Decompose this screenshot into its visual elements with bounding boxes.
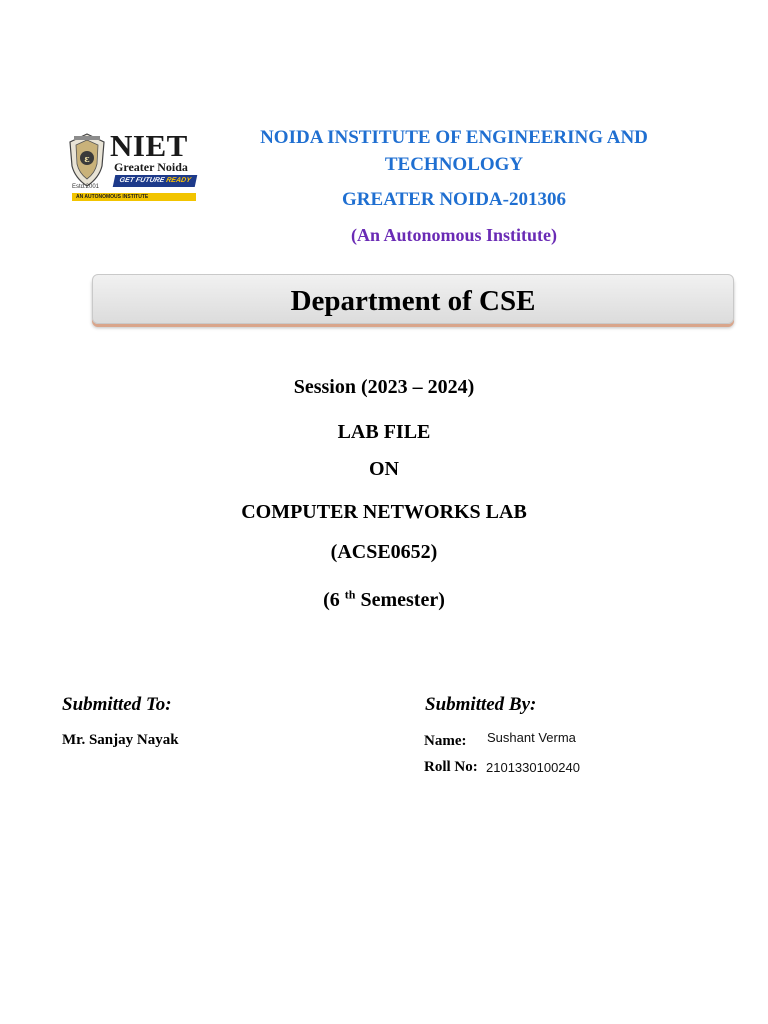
institute-autonomous: (An Autonomous Institute) — [350, 225, 558, 245]
shield-emblem-icon — [66, 132, 108, 190]
student-name: Sushant Verma — [487, 730, 576, 745]
logo-estd: Estd.2001 — [72, 184, 100, 190]
niet-logo — [62, 128, 200, 202]
department-banner — [92, 274, 734, 324]
institute-name — [226, 124, 682, 178]
svg-text:ε: ε — [84, 155, 90, 165]
session-text: Session (2023 – 2024) — [293, 376, 475, 398]
course-name: COMPUTER NETWORKS LAB — [241, 501, 527, 523]
course-code: (ACSE0652) — [330, 541, 438, 563]
on-text: ON — [369, 458, 399, 480]
institute-city: GREATER NOIDA-201306 — [342, 189, 566, 210]
institute-name-line2: TECHNOLOGY — [384, 154, 524, 175]
submitted-by-heading: Submitted By: — [425, 694, 537, 715]
logo-autonomous-bar: AN AUTONOMOUS INSTITUTE — [72, 193, 196, 201]
semester-text — [84, 586, 684, 614]
semester-prefix: (6 — [323, 589, 345, 611]
semester-suffix: Semester) — [355, 589, 445, 611]
semester-ordinal: th — [344, 587, 356, 602]
submitted-to-heading: Submitted To: — [62, 694, 172, 715]
department-title: Department of CSE — [290, 285, 536, 317]
roll-no-label: Roll No: — [424, 759, 478, 775]
institute-name-line1: NOIDA INSTITUTE OF ENGINEERING AND — [260, 127, 648, 148]
tagline-ready: READY — [165, 177, 192, 184]
teacher-name: Mr. Sanjay Nayak — [62, 732, 179, 748]
lab-file-heading: LAB FILE — [337, 421, 431, 443]
roll-no-value: 2101330100240 — [486, 760, 580, 775]
logo-title: NIET — [110, 128, 188, 163]
tagline-get: GET FUTURE — [118, 177, 165, 184]
logo-subtitle: Greater Noida — [114, 160, 188, 174]
name-label: Name: — [424, 733, 467, 749]
logo-tagline — [113, 175, 198, 187]
